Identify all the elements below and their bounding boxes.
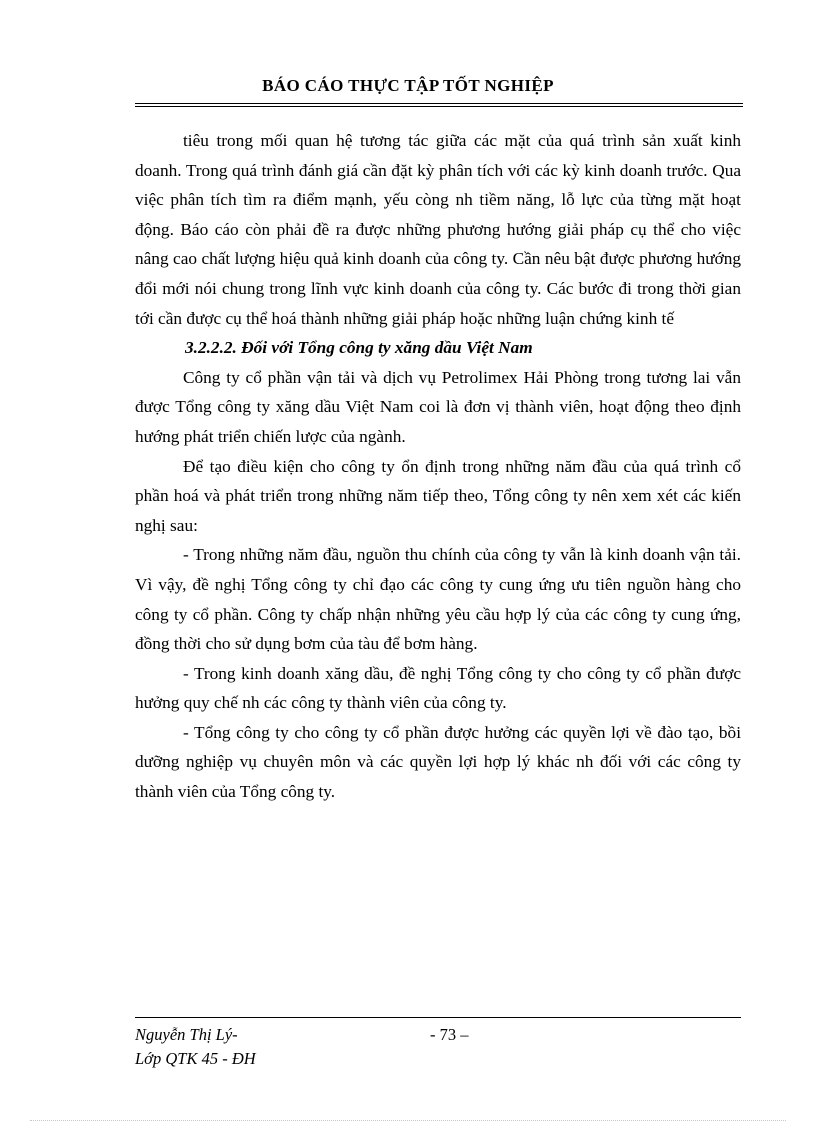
paragraph: Để tạo điều kiện cho công ty ổn định trong những năm đầu của quá trình cổ phần hoá và phát triển trong những năm tiếp theo, Tổng công ty nên xem xét các kiến nghị sau: bbox=[135, 456, 741, 535]
page-bottom-divider bbox=[30, 1120, 786, 1121]
document-body bbox=[135, 126, 741, 807]
list-item: - Trong kinh doanh xăng dầu, đề nghị Tổng công ty cho công ty cổ phần được hưởng quy chế nh các công ty thành viên của công ty. bbox=[135, 663, 741, 713]
footer-rule bbox=[135, 1017, 741, 1018]
header-double-rule bbox=[135, 103, 743, 107]
paragraph-continuation: tiêu trong mối quan hệ tương tác giữa các mặt của quá trình sản xuất kinh doanh. Trong quá trình đánh giá cần đặt kỳ phân tích với các kỳ kinh doanh trước. Qua việc phân tích tìm ra điểm mạnh, yếu còng nh tiềm năng, lỗ lực của từng mặt hoạt động. Báo cáo còn phải đề ra được những phương hướng giải pháp cụ thể cho việc nâng cao chất lượng hiệu quả kinh doanh của công ty. Cần nêu bật được phương hướng đổi mới nói chung trong lĩnh vực kinh doanh của công ty. Các bước đi trong thời gian tới cần được cụ thể hoá thành những giải pháp hoặc những luận chứng kinh tế bbox=[135, 131, 741, 328]
footer-author: Nguyễn Thị Lý- bbox=[135, 1025, 238, 1044]
paragraph: Công ty cổ phần vận tải và dịch vụ Petrolimex Hải Phòng trong tương lai vẫn được Tổng công ty xăng dầu Việt Nam coi là đơn vị thành viên, hoạt động theo định hướng phát triển chiến lược của ngành. bbox=[135, 367, 741, 446]
page-title: BÁO CÁO THỰC TẬP TỐT NGHIỆP bbox=[262, 76, 554, 95]
footer-class: Lớp QTK 45 - ĐH bbox=[135, 1049, 256, 1068]
list-item: - Trong những năm đầu, nguồn thu chính của công ty vẫn là kinh doanh vận tải. Vì vậy, đề nghị Tổng công ty chỉ đạo các công ty cung ứng ưu tiên nguồn hàng cho công ty cổ phần. Công ty chấp nhận những yêu cầu hợp lý của các công ty cung ứng, đồng thời cho sử dụng bơm của tàu để bơm hàng. bbox=[135, 545, 741, 654]
list-item: - Tổng công ty cho công ty cổ phần được hưởng các quyền lợi về đào tạo, bồi dưỡng nghiệp vụ chuyên môn và các quyền lợi hợp lý khác nh đối với các công ty thành viên của Tổng công ty. bbox=[135, 722, 741, 802]
section-heading: 3.2.2.2. Đối với Tổng công ty xăng dầu Việt Nam bbox=[185, 338, 533, 358]
page-number: - 73 – bbox=[430, 1025, 469, 1044]
